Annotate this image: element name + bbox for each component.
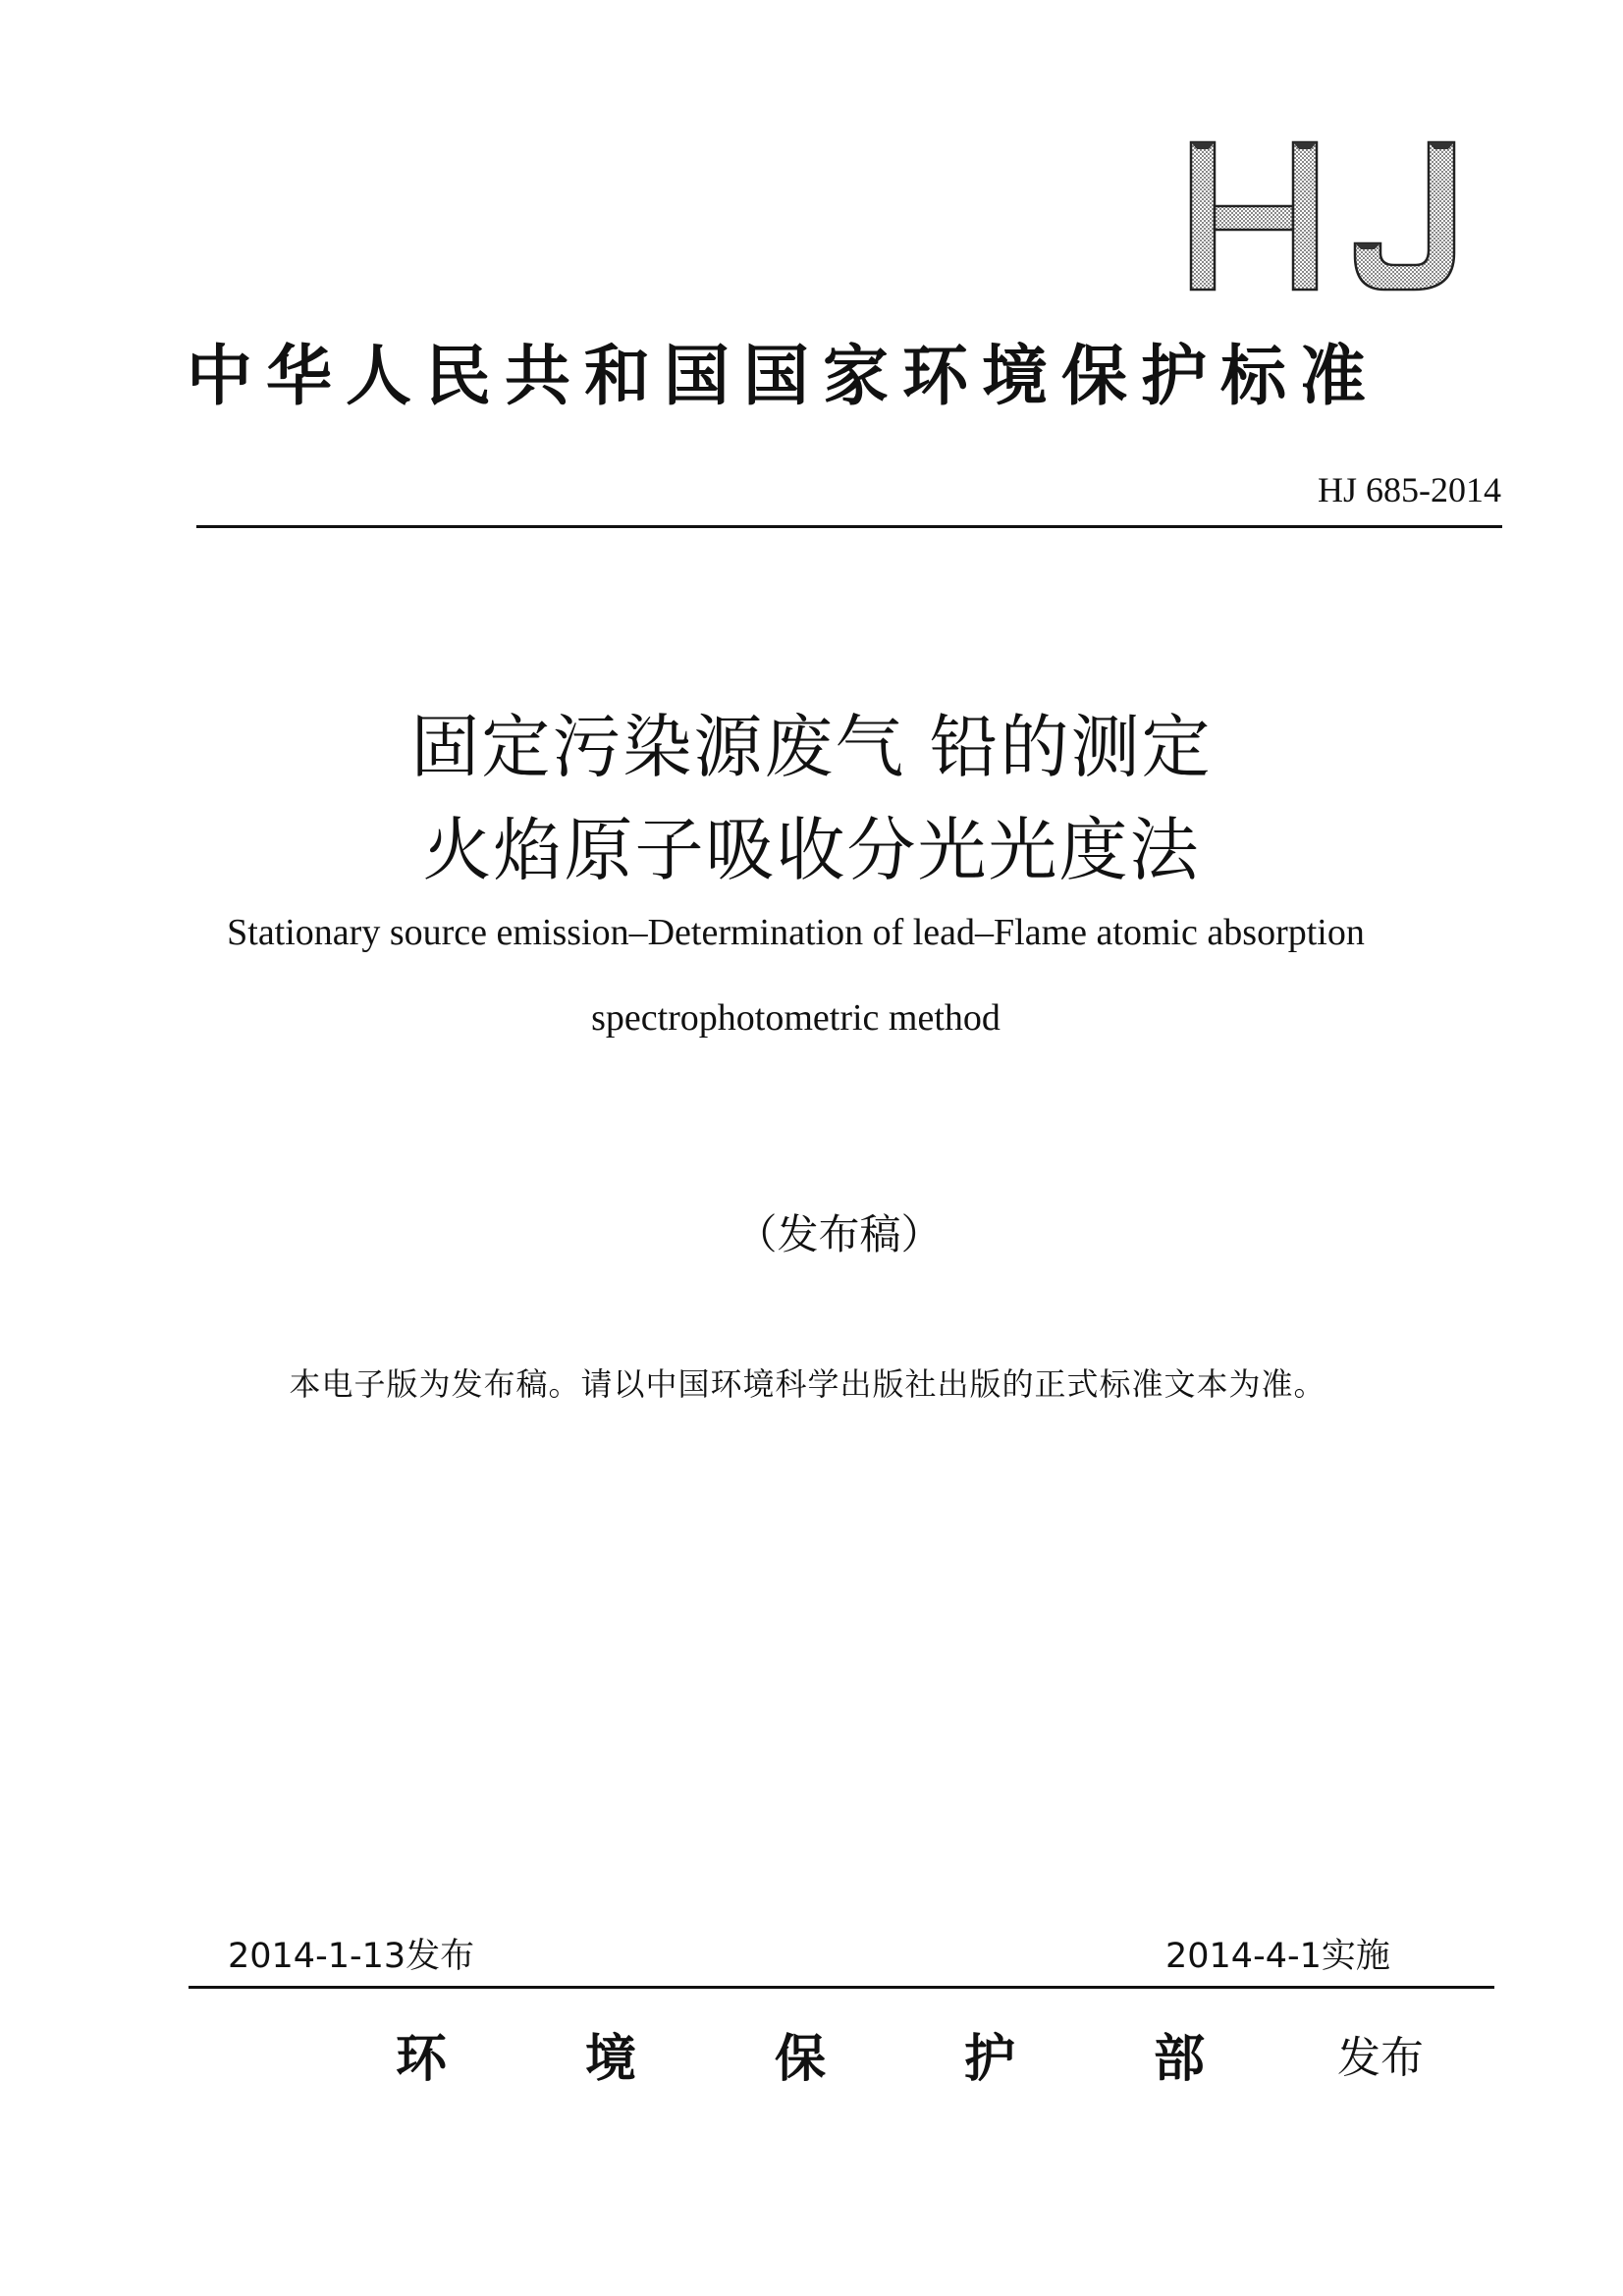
issuer-char: 护 <box>964 2029 1016 2089</box>
logo-letter-h <box>1191 142 1317 290</box>
draft-label: （发布稿） <box>735 1210 943 1258</box>
standard-code: HJ 685-2014 <box>1318 470 1501 509</box>
cn-title-line-2: 火焰原子吸收分光光度法 <box>422 810 1201 890</box>
en-title-line-2: spectrophotometric method <box>591 997 1001 1039</box>
notice-text: 本电子版为发布稿。请以中国环境科学出版社出版的正式标准文本为准。 <box>289 1365 1326 1403</box>
cn-title-line-1: 固定污染源废气 铅的测定 <box>410 707 1213 787</box>
issuer-char: 境 <box>585 2029 637 2089</box>
issuer-suffix: 发布 <box>1337 2033 1424 2083</box>
en-title-line-1: Stationary source emission–Determination of lead–Flame atomic absorption <box>227 912 1365 953</box>
issuer-char: 保 <box>775 2029 827 2089</box>
top-divider <box>196 525 1502 528</box>
bottom-divider <box>189 1986 1494 1989</box>
issuer-char: 部 <box>1154 2029 1206 2089</box>
hj-logo <box>1188 137 1483 294</box>
standard-body-title: 中华人民共和国国家环境保护标准 <box>187 338 1380 414</box>
effective-date: 2014-4-1实施 <box>1165 1937 1390 1976</box>
issue-date: 2014-1-13发布 <box>228 1937 475 1976</box>
issuer-char: 环 <box>396 2029 448 2089</box>
logo-letter-j <box>1355 142 1454 290</box>
